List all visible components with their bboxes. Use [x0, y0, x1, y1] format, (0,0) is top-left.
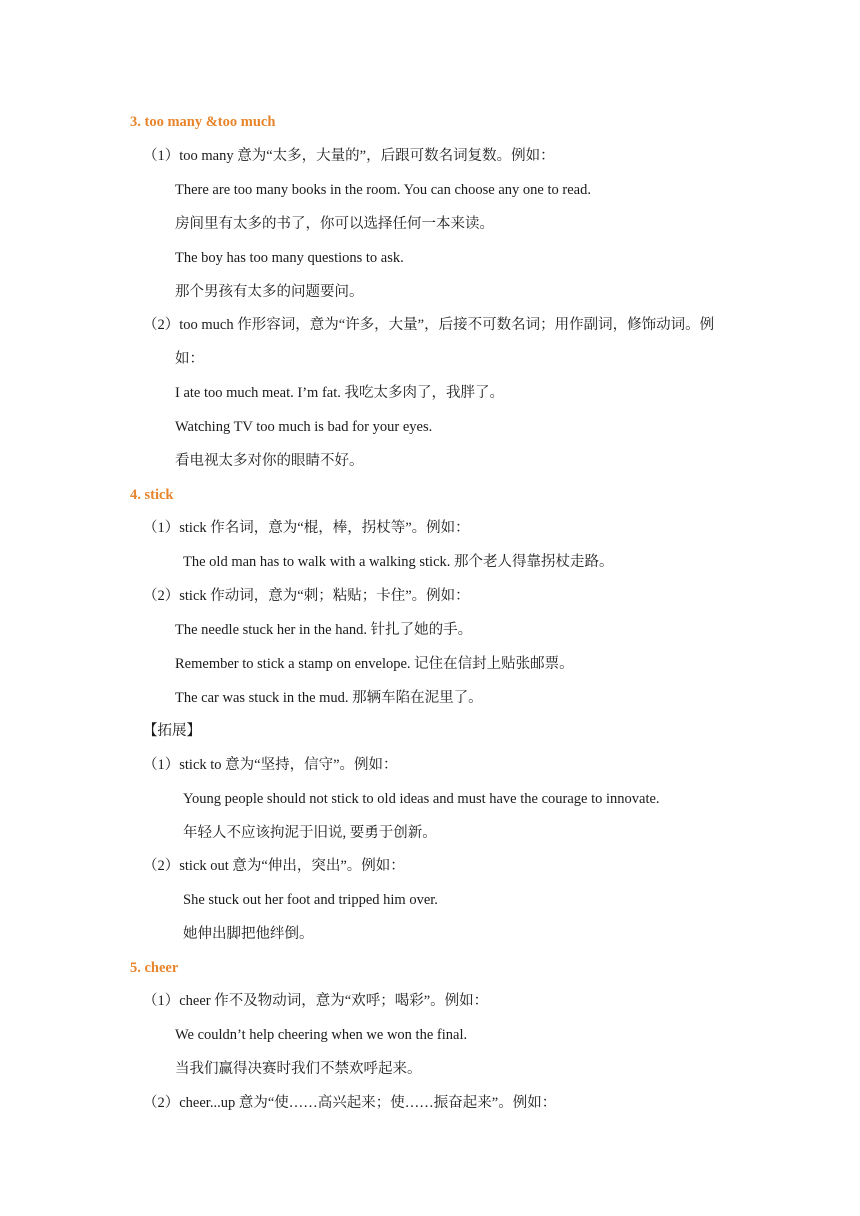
example-sentence: The needle stuck her in the hand. 针扎了她的手。 [175, 622, 473, 638]
point-stick-verb: （2）stick 作动词，意为“刺；粘贴；卡住”。例如： [143, 588, 470, 604]
point-too-much: （2）too much 作形容词，意为“许多，大量”，后接不可数名词；用作副词，修饰动词。例 [143, 317, 715, 333]
point-continuation: 如： [175, 351, 204, 367]
example-sentence: The old man has to walk with a walking stick. 那个老人得靠拐杖走路。 [183, 554, 614, 570]
section-heading-cheer: 5. cheer [130, 960, 179, 976]
example-sentence: I ate too much meat. I’m fat. 我吃太多肉了，我胖了。 [175, 385, 505, 401]
section-heading-stick: 4. stick [130, 487, 174, 503]
point-cheer-up: （2）cheer...up 意为“使……高兴起来；使……振奋起来”。例如： [143, 1095, 557, 1111]
example-sentence: There are too many books in the room. You can choose any one to read. [175, 182, 591, 198]
example-sentence: Watching TV too much is bad for your eyes. [175, 419, 433, 435]
section-heading-too-many-too-much: 3. too many &too much [130, 114, 276, 130]
point-too-many: （1）too many 意为“太多，大量的”，后跟可数名词复数。例如： [143, 148, 555, 164]
example-sentence: She stuck out her foot and tripped him over. [183, 892, 438, 908]
point-stick-noun: （1）stick 作名词，意为“棍，棒，拐杖等”。例如： [143, 520, 470, 536]
example-translation: 看电视太多对你的眼睛不好。 [175, 453, 364, 469]
example-sentence: Young people should not stick to old ideas and must have the courage to innovate. [183, 791, 660, 807]
example-sentence: Remember to stick a stamp on envelope. 记住在信封上贴张邮票。 [175, 656, 574, 672]
point-stick-to: （1）stick to 意为“坚持，信守”。例如： [143, 757, 398, 773]
example-sentence: We couldn’t help cheering when we won the final. [175, 1027, 468, 1043]
example-translation: 她伸出脚把他绊倒。 [183, 926, 314, 942]
example-translation: 房间里有太多的书了，你可以选择任何一本来读。 [175, 216, 494, 232]
point-stick-out: （2）stick out 意为“伸出，突出”。例如： [143, 858, 405, 874]
extension-label: 【拓展】 [143, 723, 201, 739]
example-translation: 当我们赢得决赛时我们不禁欢呼起来。 [175, 1061, 422, 1077]
example-translation: 年轻人不应该拘泥于旧说, 要勇于创新。 [183, 825, 437, 841]
example-translation: 那个男孩有太多的问题要问。 [175, 284, 364, 300]
example-sentence: The car was stuck in the mud. 那辆车陷在泥里了。 [175, 690, 483, 706]
example-sentence: The boy has too many questions to ask. [175, 250, 404, 266]
point-cheer: （1）cheer 作不及物动词，意为“欢呼；喝彩”。例如： [143, 993, 489, 1009]
